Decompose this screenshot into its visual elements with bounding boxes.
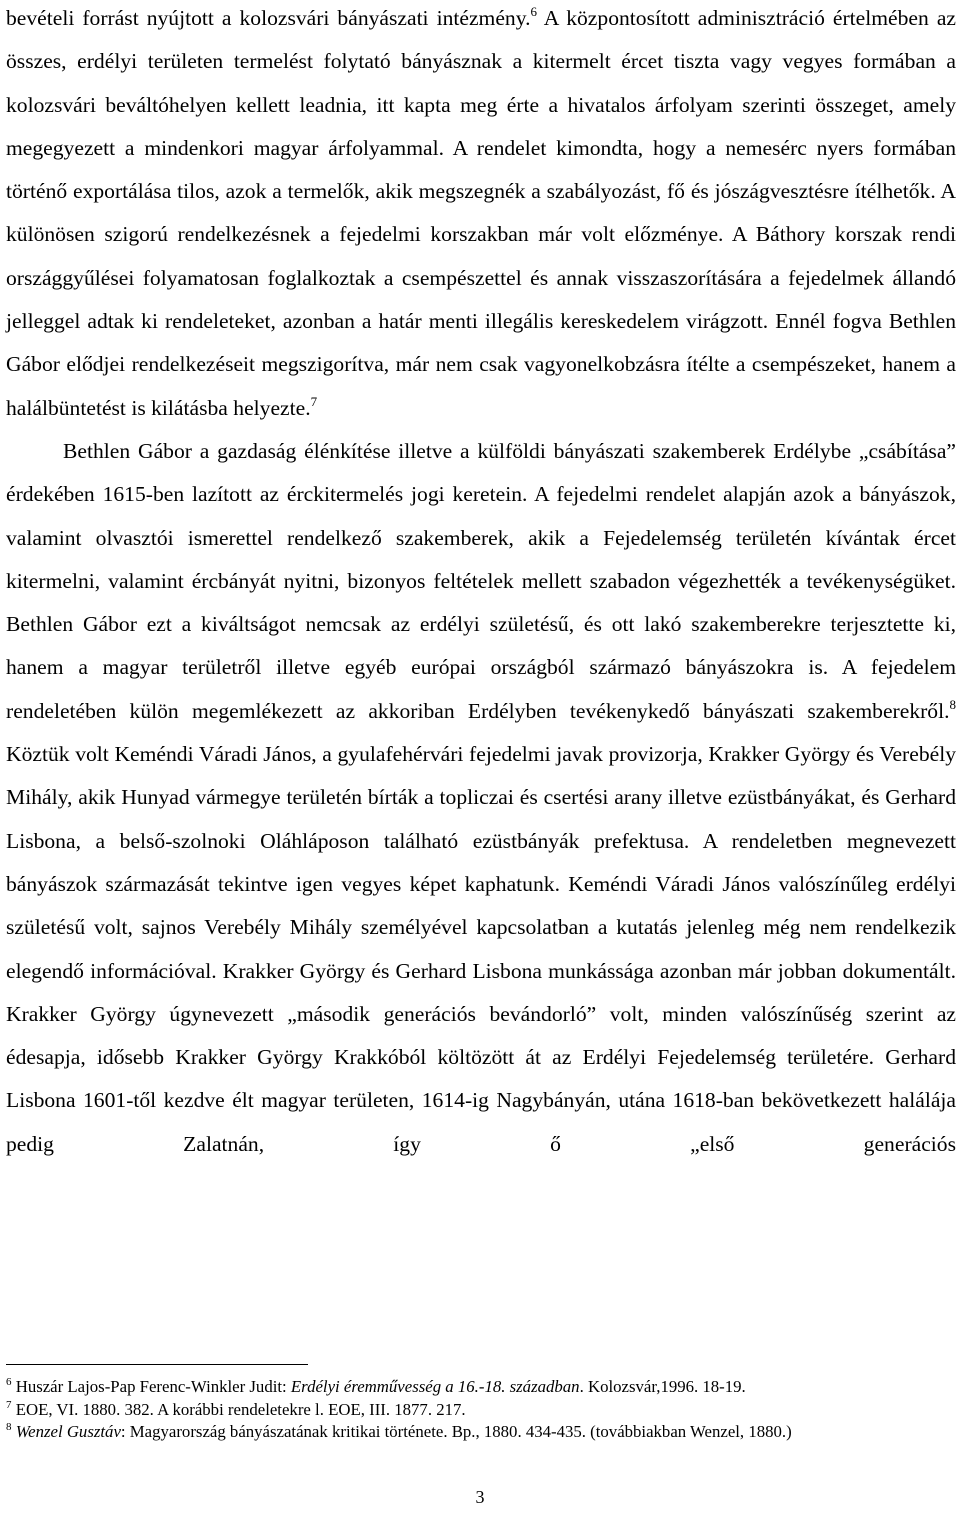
footnote-separator — [6, 1364, 308, 1365]
footnote-6 — [6, 1376, 956, 1399]
body-text — [6, 0, 956, 1166]
footnotes — [6, 1376, 956, 1444]
paragraph-1-text-b: A központosított adminisztráció értelmében az összes, erdélyi területen termelést folytató bányásznak a kitermelt ércet tiszta vagy vegyes formában a kolozsvári beváltóhelyen kellett leadnia, itt kapta meg érte a hivatalos árfolyam szerinti összeget, amely megegyezett a mindenkori magyar árfolyammal. A rendelet kimondta, hogy a nemesérc nyers formában történő exportálása tilos, azok a termelők, akik megszegnék a szabályozást, fő és jószágvesztésre ítélhetők. A különösen szigorú rendelkezésnek a fejedelmi korszakban már volt előzménye. A Báthory korszak rendi országgyűlései folyamatosan foglalkoztak a csempészettel és annak visszaszorítására a fejedelmek állandó jelleggel adtak ki rendeleteket, azonban a határ menti illegális kereskedelem virágzott. Ennél fogva Bethlen Gábor elődjei rendelkezéseit megszigorítva, már nem csak vagyonelkobzásra ítélte a csempészeket, hanem a halálbüntetést is kilátásba helyezte. — [6, 6, 956, 420]
footnote-ref-8[interactable]: 8 — [949, 696, 956, 712]
paragraph-2-text-a: Bethlen Gábor a gazdaság élénkítése illetve a külföldi bányászati szakemberek Erdélybe „csábítása” érdekében 1615-ben lazított az érckitermelés jogi keretein. A fejedelmi rendelet alapján azok a bányászok, valamint olvasztói ismerettel rendelkező szakemberek, akik a Fejedelemség területén kívántak ércet kitermelni, valamint ércbányát nyitni, bizonyos feltételek mellett szabadon végezhették a tevékenységüket. Bethlen Gábor ezt a kiváltságot nemcsak az erdélyi születésű, és ott lakó szakemberekre terjesztette ki, hanem a magyar területről illetve egyéb európai országból származó bányászokra is. A fejedelem rendeletében külön megemlékezett az akkoriban Erdélyben tevékenykedő bányászati szakemberekről. — [6, 438, 956, 723]
paragraph-2 — [6, 430, 956, 1166]
footnote-title: Erdélyi éremművesség a 16.-18. században — [290, 1377, 580, 1396]
footnote-8 — [6, 1421, 956, 1444]
footnote-number: 7 — [6, 1398, 12, 1411]
footnote-text: Huszár Lajos-Pap Ferenc-Winkler Judit: — [11, 1377, 291, 1396]
footnote-7 — [6, 1399, 956, 1422]
footnote-number: 6 — [6, 1376, 12, 1388]
footnote-author: Wenzel Gusztáv — [15, 1422, 121, 1442]
footnote-ref-6[interactable]: 6 — [530, 4, 537, 19]
footnote-ref-7[interactable]: 7 — [310, 393, 318, 409]
page-number: 3 — [475, 1487, 485, 1507]
footnote-text: EOE, VI. 1880. 382. A korábbi rendeletekre l. EOE, III. 1877. 217. — [11, 1399, 466, 1419]
paragraph-1-text-a: bevételi forrást nyújtott a kolozsvári bányászati intézmény. — [6, 6, 531, 30]
footnote-text: : Magyarország bányászatának kritikai története. Bp., 1880. 434-435. (továbbiakban Wenzel, 1880.) — [120, 1422, 792, 1442]
footnote-text: . Kolozsvár,1996. 18-19. — [579, 1377, 746, 1396]
paragraph-2-text-b: Köztük volt Keméndi Váradi János, a gyulafehérvári fejedelmi javak provizorja, Krakker György és Verebély Mihály, akik Hunyad vármegye területén bírták a topliczai és csertési arany illetve ezüstbányákat, és Gerhard Lisbona, a belső-szolnoki Oláhláposon található ezüstbányák prefektusa. A rendeletben megnevezett bányászok származását tekintve igen vegyes képet kaphatunk. Keméndi Váradi János valószínűleg erdélyi születésű volt, sajnos Verebély Mihály személyével kapcsolatban a kutatás jelenleg még nem rendelkezik elegendő információval. Krakker György és Gerhard Lisbona munkássága azonban már jobban dokumentált. Krakker György úgynevezett „második generációs bevándorló” volt, minden valószínűség szerint az édesapja, idősebb Krakker György Krakkóból költözött át az Erdélyi Fejedelemség területére. Gerhard Lisbona 1601-től kezdve élt magyar területen, 1614-ig Nagybányán, utána 1618-ban bekövetkezett halálája pedig Zalatnán, így ő „első generációs — [6, 742, 956, 1156]
footnote-number: 8 — [6, 1421, 12, 1434]
paragraph-1 — [6, 0, 956, 430]
